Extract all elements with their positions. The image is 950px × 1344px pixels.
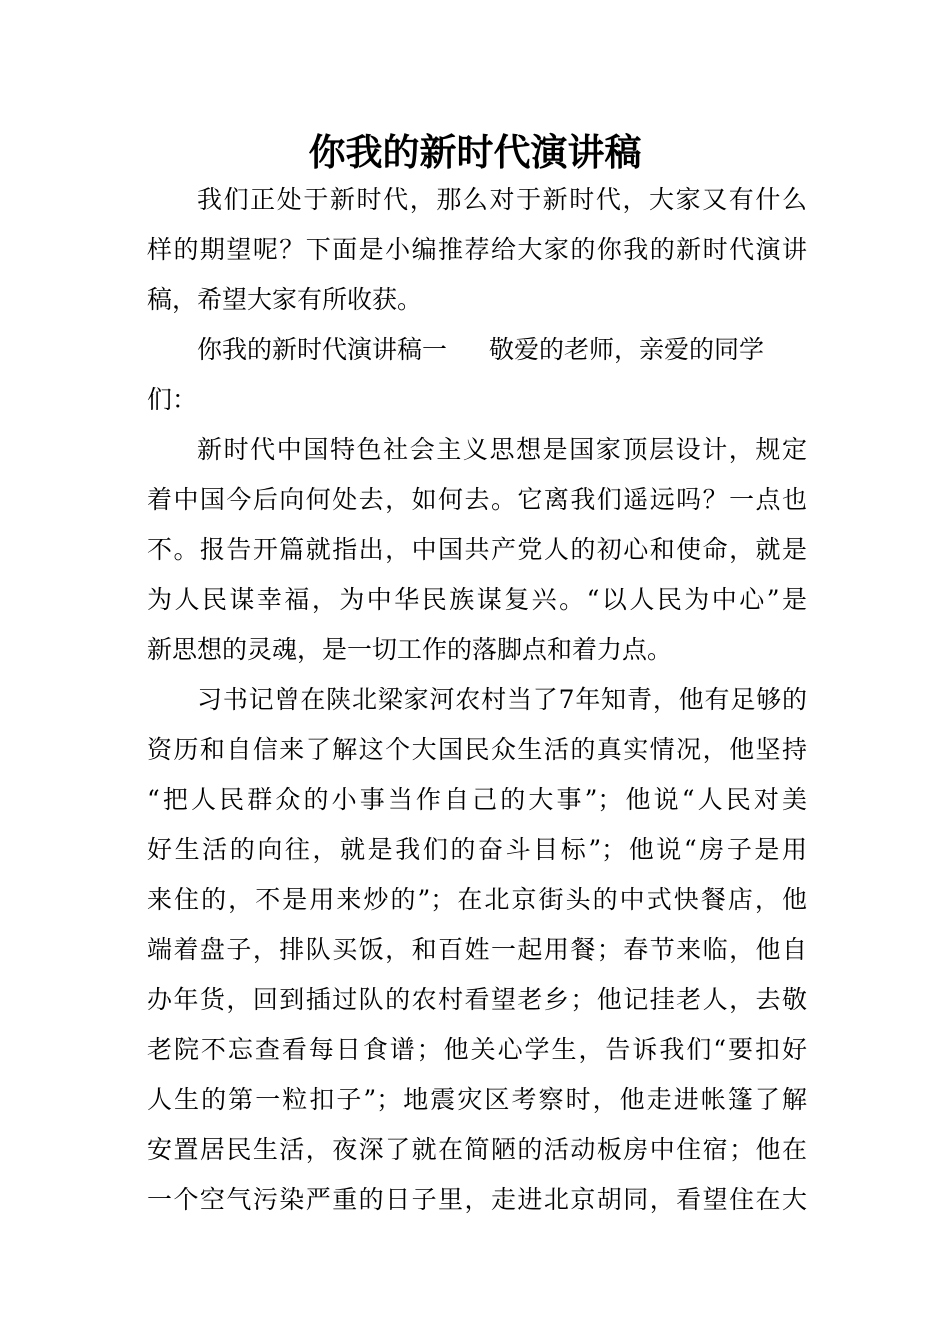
- text-line: 着中国今后向何处去，如何去。它离我们遥远吗？一点也: [147, 485, 807, 514]
- section-heading: 你我的新时代演讲稿一: [197, 335, 448, 364]
- text-line: 们：: [147, 385, 198, 414]
- document-title: 你我的新时代演讲稿: [308, 130, 642, 174]
- text-line: 新思想的灵魂，是一切工作的落脚点和着力点。: [147, 635, 673, 664]
- text-line: 稿，希望大家有所收获。: [147, 285, 423, 314]
- text-line: 好生活的向往，就是我们的奋斗目标”；他说“房子是用: [147, 835, 807, 864]
- text-line: 人生的第一粒扣子”；地震灾区考察时，他走进帐篷了解: [147, 1085, 807, 1114]
- text-line: 为人民谋幸福，为中华民族谋复兴。“以人民为中心”是: [147, 585, 807, 614]
- text-line: 一个空气污染严重的日子里，走进北京胡同，看望住在大: [147, 1185, 807, 1214]
- text-line: 习书记曾在陕北梁家河农村当了7年知青，他有足够的: [197, 685, 807, 714]
- text-line: 我们正处于新时代，那么对于新时代，大家又有什么: [197, 185, 807, 214]
- text-line: “把人民群众的小事当作自己的大事”；他说“人民对美: [147, 785, 807, 814]
- text-line: 新时代中国特色社会主义思想是国家顶层设计，规定: [197, 435, 807, 464]
- text-line: 来住的，不是用来炒的”；在北京街头的中式快餐店，他: [147, 885, 807, 914]
- text-line: 不。报告开篇就指出，中国共产党人的初心和使命，就是: [147, 535, 807, 564]
- text-line: 样的期望呢？下面是小编推荐给大家的你我的新时代演讲: [147, 235, 807, 264]
- text-line: 办年货，回到插过队的农村看望老乡；他记挂老人，去敬: [147, 985, 807, 1014]
- text-line: 老院不忘查看每日食谱；他关心学生，告诉我们“要扣好: [147, 1035, 807, 1064]
- text-line: 资历和自信来了解这个大国民众生活的真实情况，他坚持: [147, 735, 807, 764]
- salutation-text: 敬爱的老师，亲爱的同学: [489, 335, 765, 364]
- text-line: 安置居民生活，夜深了就在简陋的活动板房中住宿；他在: [147, 1135, 807, 1164]
- text-line: 端着盘子，排队买饭，和百姓一起用餐；春节来临，他自: [147, 935, 807, 964]
- text-line-section-heading: [197, 330, 807, 370]
